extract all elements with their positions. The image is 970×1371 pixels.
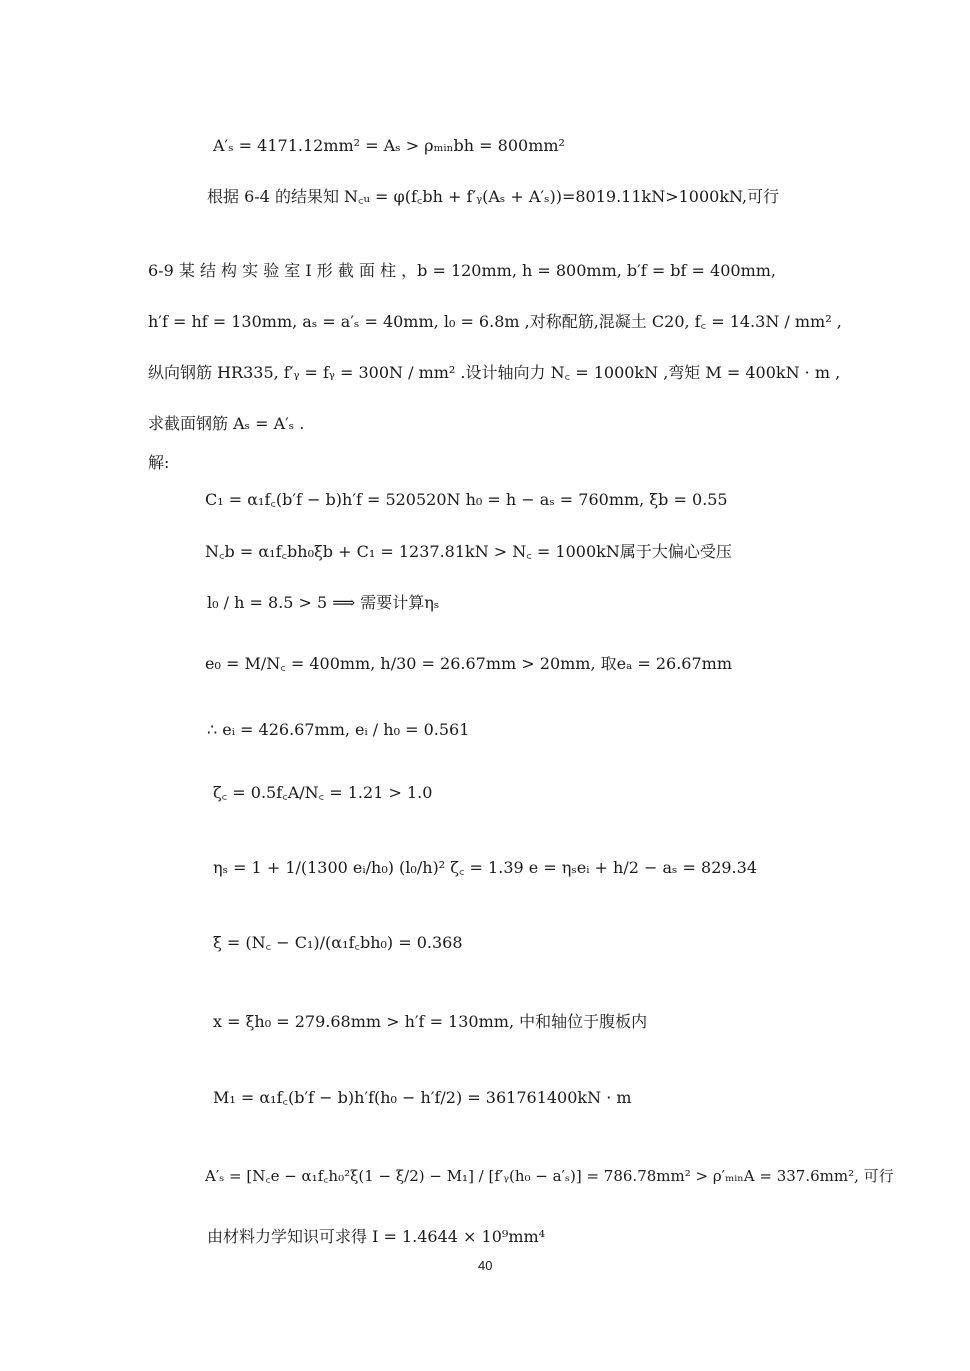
formula-ncu-result: 根据 6-4 的结果知 N꜀ᵤ = φ(f꜀bh + f′ᵧ(Aₛ + A′ₛ))=8019.11kN>1000kN,可行 xyxy=(207,187,780,206)
formula-x: x = ξh₀ = 279.68mm > h′f = 130mm, 中和轴位于腹板内 xyxy=(213,1012,648,1031)
formula-ncb: N꜀b = α₁f꜀bh₀ξb + C₁ = 1237.81kN > N꜀ = 1000kN属于大偏心受压 xyxy=(205,542,732,561)
formula-slenderness: l₀ / h = 8.5 > 5 ⟹ 需要计算ηₛ xyxy=(207,593,440,612)
formula-eta-s: ηₛ = 1 + 1/(1300 eᵢ/h₀) (l₀/h)² ζ꜀ = 1.39 e = ηₛeᵢ + h/2 − aₛ = 829.34 xyxy=(213,858,757,877)
formula-ei: ∴ eᵢ = 426.67mm, eᵢ / h₀ = 0.561 xyxy=(207,720,470,739)
problem-statement-line3: 纵向钢筋 HR335, f′ᵧ = fᵧ = 300N / mm² .设计轴向力 N꜀ = 1000kN ,弯矩 M = 400kN · m , xyxy=(148,363,841,382)
formula-as-check: A′ₛ = 4171.12mm² = Aₛ > ρₘᵢₙbh = 800mm² xyxy=(213,136,565,155)
formula-inertia: 由材料力学知识可求得 I = 1.4644 × 10⁹mm⁴ xyxy=(207,1227,546,1246)
formula-xi: ξ = (N꜀ − C₁)/(α₁f꜀bh₀) = 0.368 xyxy=(213,933,463,952)
formula-as-prime: A′ₛ = [N꜀e − α₁f꜀h₀²ξ(1 − ξ/2) − M₁] / [f′ᵧ(h₀ − a′ₛ)] = 786.78mm² > ρ′ₘᵢₙA = 337.6mm², 可行 xyxy=(205,1167,894,1185)
formula-zeta-c: ζ꜀ = 0.5f꜀A/N꜀ = 1.21 > 1.0 xyxy=(213,783,433,802)
problem-statement-line2: h′f = hf = 130mm, aₛ = a′ₛ = 40mm, l₀ = 6.8m ,对称配筋,混凝土 C20, f꜀ = 14.3N / mm² , xyxy=(148,312,842,331)
formula-m1: M₁ = α₁f꜀(b′f − b)h′f(h₀ − h′f/2) = 361761400kN · m xyxy=(213,1088,632,1107)
solution-heading: 解: xyxy=(148,453,170,472)
problem-statement-line4: 求截面钢筋 Aₛ = A′ₛ . xyxy=(148,414,305,433)
formula-c1: C₁ = α₁f꜀(b′f − b)h′f = 520520N h₀ = h − aₛ = 760mm, ξb = 0.55 xyxy=(205,490,728,509)
page-number: 40 xyxy=(478,1258,493,1273)
problem-statement-line1: 6-9 某 结 构 实 验 室 I 形 截 面 柱 ，b = 120mm, h = 800mm, b′f = bf = 400mm, xyxy=(148,261,777,280)
formula-e0: e₀ = M/N꜀ = 400mm, h/30 = 26.67mm > 20mm, 取eₐ = 26.67mm xyxy=(205,654,733,673)
